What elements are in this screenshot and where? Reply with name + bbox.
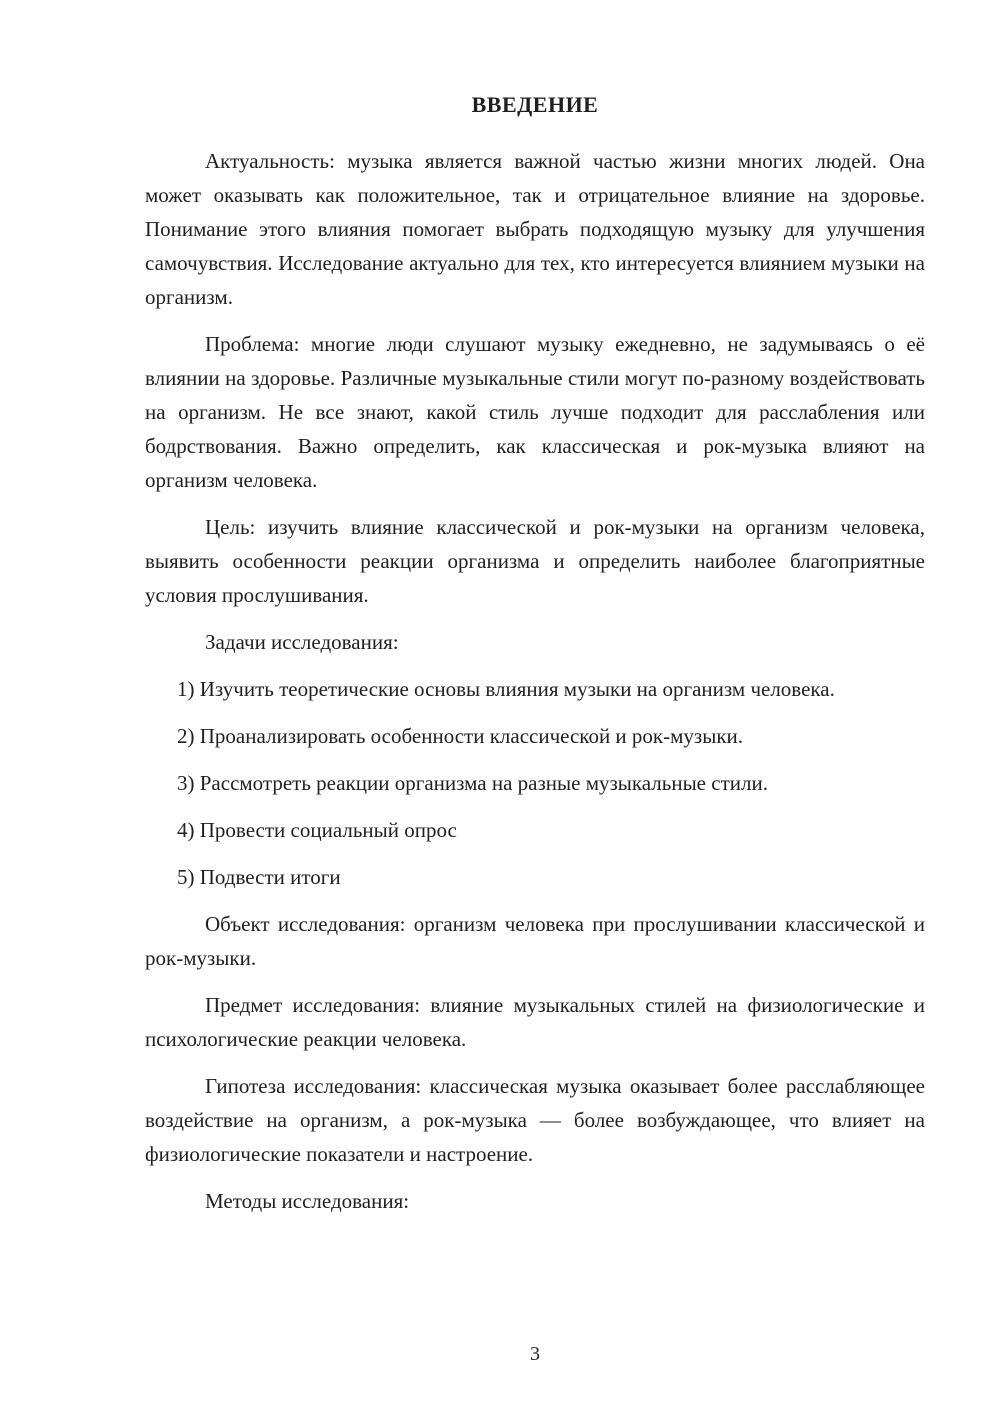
section-title: ВВЕДЕНИЕ xyxy=(471,92,599,117)
page-number: 3 xyxy=(530,1343,540,1365)
paragraph-goal: Цель: изучить влияние классической и рок-музыки на организм человека, выявить особенности реакции организма и определить наиболее благоприятные условия прослушивания. xyxy=(145,515,925,607)
task-item-4: 4) Провести социальный опрос xyxy=(177,818,457,842)
task-item-5: 5) Подвести итоги xyxy=(177,865,341,889)
paragraph-tasks-label: Задачи исследования: xyxy=(205,630,399,654)
paragraph-subject: Предмет исследования: влияние музыкальных стилей на физиологические и психологические реакции человека. xyxy=(145,993,925,1051)
paragraph-relevance: Актуальность: музыка является важной частью жизни многих людей. Она может оказывать как положительное, так и отрицательное влияние на здоровье. Понимание этого влияния помогает выбрать подходящую музыку для улучшения самочувствия. Исследование актуально для тех, кто интересуется влиянием музыки на организм. xyxy=(145,149,925,309)
task-item-3: 3) Рассмотреть реакции организма на разные музыкальные стили. xyxy=(177,771,768,795)
paragraph-problem: Проблема: многие люди слушают музыку ежедневно, не задумываясь о её влиянии на здоровье. Различные музыкальные стили могут по-разному воздействовать на организм. Не все знают, какой стиль лучше подходит для расслабления или бодрствования. Важно определить, как классическая и рок-музыка влияют на организм человека. xyxy=(145,332,925,492)
paragraph-object: Объект исследования: организм человека при прослушивании классической и рок-музыки. xyxy=(145,912,925,970)
paragraph-hypothesis: Гипотеза исследования: классическая музыка оказывает более расслабляющее воздействие на организм, а рок-музыка — более возбуждающее, что влияет на физиологические показатели и настроение. xyxy=(145,1074,925,1166)
paragraph-methods-label: Методы исследования: xyxy=(205,1189,410,1213)
task-item-1: 1) Изучить теоретические основы влияния музыки на организм человека. xyxy=(177,677,835,701)
task-item-2: 2) Проанализировать особенности классической и рок-музыки. xyxy=(177,724,744,748)
